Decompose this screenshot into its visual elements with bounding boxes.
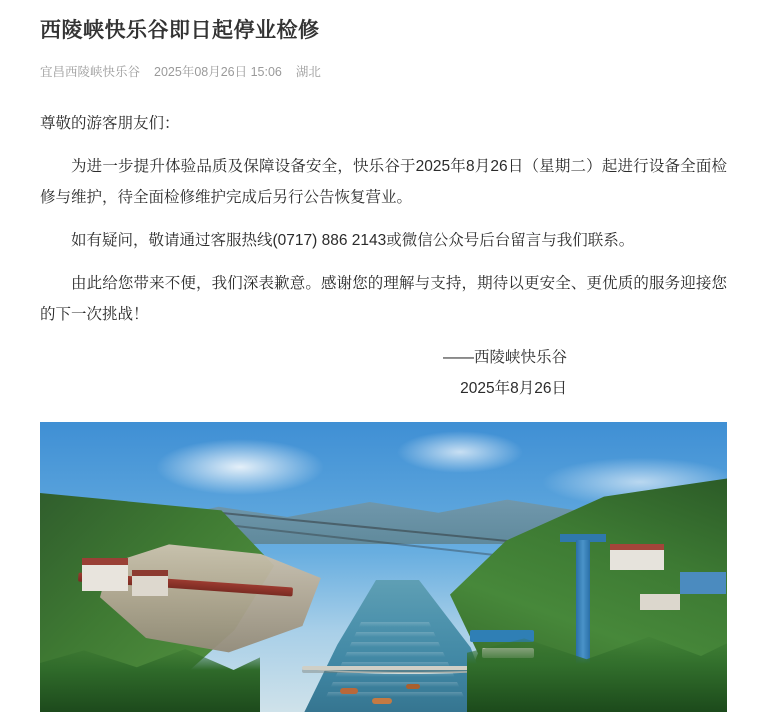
photo-scene [40,422,727,712]
article-region: 湖北 [295,65,321,79]
boat-two [372,698,392,704]
article-source: 宜昌西陵峡快乐谷 [40,65,141,79]
boat-one [340,688,358,694]
article-meta [40,62,727,82]
signature-date: 2025年8月26日 [460,380,567,397]
article-date: 2025年08月26日 15:06 [154,65,282,79]
boat-three [406,684,420,689]
page-title: 西陵峡快乐谷即日起停业检修 [40,19,320,42]
article-signature [40,342,727,404]
right-building-two [680,572,726,594]
cliff-building-two [132,570,168,596]
cableway-tower [576,540,590,665]
paragraph-contact: 如有疑问，敬请通过客服热线(0717) 886 2143或微信公众号后台留言与我们联系。 [71,232,635,249]
paragraph-notice: 为进一步提升体验品质及保障设备安全，快乐谷于2025年8月26日（星期二）起进行设备全面检修与维护，待全面检修维护完成后另行公告恢复营业。 [40,158,727,206]
article-body [40,108,727,330]
right-building-three [640,594,680,610]
signature-name: ——西陵峡快乐谷 [442,349,567,366]
paragraph-greeting: 尊敬的游客朋友们： [40,115,180,132]
right-building-one [610,544,664,570]
paragraph-apology: 由此给您带来不便，我们深表歉意。感谢您的理解与支持，期待以更安全、更优质的服务迎接您的下一次挑战！ [40,275,727,323]
cliff-building-one [82,558,128,591]
article-container [0,14,767,712]
article-photo [40,422,727,712]
